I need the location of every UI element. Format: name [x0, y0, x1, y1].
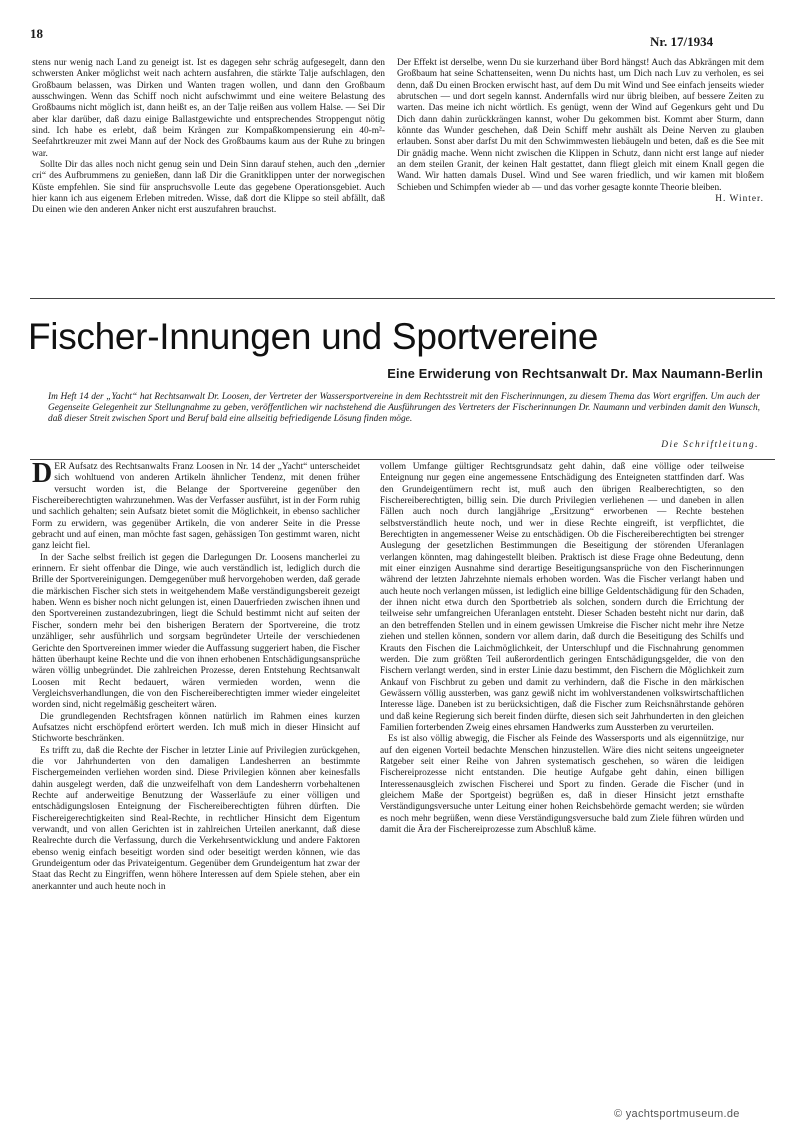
author-signature: H. Winter.: [715, 194, 764, 205]
editorial-signoff: Die Schriftleitung.: [661, 440, 759, 450]
drop-cap: D: [32, 462, 53, 489]
paragraph: Es trifft zu, daß die Rechte der Fischer in letzter Linie auf Privilegien zurückgehen, die vor Jahrhunderten von den damaligen Landesherren an bestimmte Fischergemeinden verliehen worden sind. Diese Privilegien können aber keinesfalls dahin ausgelegt werden, daß die unzweifelhaft von dem Landesherrn vorbehaltenen Rechte auf anderweitige Benutzung der Wasserläufe zu einer völligen und entschädigungslosen Enteignung der Fischereiberechtigten führen dürften. Die Fischereigerechtigkeiten sind Real-Rechte, in rechtlicher Hinsicht dem Eigentum verwandt, und von allen Gerichten ist in zahlreichen Urteilen anerkannt, daß diese Realrechte durch die Verfassung, durch die Verkehrsentwicklung und andere Faktoren ebenso wenig einfach beseitigt worden sind oder beseitigt werden können, wie das Grundeigentum oder das Privateigentum. Gegenüber dem Grundeigentum hat zwar der Staat das Recht zu Eingriffen, wenn höhere Interessen auf dem Spiele stehen, aber ein anerkannter und auch heute noch in: [32, 745, 360, 892]
paragraph: [32, 462, 360, 553]
issue-number: Nr. 17/1934: [650, 34, 714, 49]
divider: [30, 459, 775, 460]
article-right-column: [380, 462, 744, 1100]
paragraph: Die grundlegenden Rechtsfragen können natürlich im Rahmen eines kurzen Aufsatzes nicht erschöpfend erörtert werden. Ich muß mich in dieser Hinsicht auf Stichworte beschränken.: [32, 711, 360, 745]
article-subheadline: Eine Erwiderung von Rechtsanwalt Dr. Max Naumann-Berlin: [387, 366, 763, 381]
page-number: 18: [30, 26, 43, 41]
paragraph: stens nur wenig nach Land zu geneigt ist. Ist es dagegen sehr schräg aufgesegelt, dann den schwersten Anker möglichst weit nach achtern ausfahren, die stärkte Talje aufschlagen, den Großbaum belassen, was Dirken und Wanten tragen wollen, und dann den Großbaum ausschwingen. Wenn das Schiff noch nicht aufschwimmt und eine weitere Belastung des Großbaums nicht möglich ist, dann heißt es, an der Talje reißen aus vollem Halse. — Sei Dir aber klar darüber, daß dazu einige Ballastgewichte und entsprechendes Stroppengut nötig sind. Ich habe es erlebt, daß beim Krängen zur Kompaßkompensierung ein 40-m²-Seefahrtkreuzer mit zwei Mann auf der Nock des Großbaums kaum aus der Ruhe zu bringen war.: [32, 58, 385, 159]
paragraph: In der Sache selbst freilich ist gegen die Darlegungen Dr. Loosens mancherlei zu erinnern. Er sieht offenbar die Dinge, wie auch verständlich ist, lediglich durch die Brille der Sportvereinigungen. Demgegenüber muß hervorgehoben werden, daß gerade die märkischen Fischer sich stets in weitgehendem Maße verständigungsbereit gezeigt haben. Wenn es bisher noch nicht gelungen ist, einen Dauerfrieden zwischen ihnen und den Sportvereinen zustandezubringen, liegt die Schuld bestimmt nicht auf seiten der Fischer, sondern mehr bei den bisherigen Beratern der Sportvereine, die trotz unzähliger, sehr ausführlich und sorgsam begründeter Urteile der verschiedenen Gerichte den Sportvereinen immer wieder die Auffassung suggeriert haben, die Fischer hätten überhaupt keine Rechte und die von ihnen erhobenen Entschädigungsansprüche wären völlig unbegründet. Die zahlreichen Prozesse, deren Entstehung Rechtsanwalt Loosen mit Recht bedauert, wären vermieden worden, wenn die Vergleichsverhandlungen, die von den Fischereiberechtigten immer wieder eingeleitet worden sind, nicht regelmäßig gescheitert wären.: [32, 552, 360, 711]
article-headline: Fischer-Innungen und Sportvereine: [28, 316, 599, 357]
paragraph: Sollte Dir das alles noch nicht genug sein und Dein Sinn darauf stehen, auch den „dernier cri“ des Aufbrummens zu genießen, dann laß Dir die Granitklippen unter der norwegischen Küste empfehlen. Sie sind für anspruchsvolle Leute das gegebene Operationsgebiet. Auch hier kann ich aus eigenem Erleben mitreden. Wisse, daß dort die Klippe so steil abfällt, daß Du einen wie den anderen Anker nicht erst auszufahren brauchst.: [32, 160, 385, 216]
paragraph: Es ist also völlig abwegig, die Fischer als Feinde des Wassersports und als eigennützige, nur auf den eigenen Vorteil bedachte Menschen hinzustellen. Wäre dies nicht seitens ungeeigneter Ratgeber seit einer Reihe von Jahren systematisch geschehen, so wären die leidigen Fischereiprozesse nicht entstanden. Die heutige Aufgabe geht dahin, einen billigen Interessenausgleich zwischen Fischerei und Sport zu finden. Gerade die Fischer (und in gleichem Maße der Sportgeist) begrüßen es, daß in dieser Hinsicht jetzt ernsthafte Verständigungsversuche unter Leitung einer hohen Reichsbehörde gemacht werden; sie würden es noch mehr begrüßen, wenn diese Verständigungsversuche bald zum Ziele führen würden und damit die Ära der Fischereiprozesse zum Abschluß käme.: [380, 734, 744, 835]
paragraph: vollem Umfange gültiger Rechtsgrundsatz geht dahin, daß eine völlige oder teilweise Enteignung nur gegen eine angemessene Entschädigung des Enteigneten stattfinden darf. Was den Grundeigentümern recht ist, muß auch den übrigen Realberechtigten, so den Fischereiberechtigten, billig sein. Die durch Privilegien verliehenen — und daneben in allen Fällen auch noch durch langjährige „Ersitzung“ erworbenen — Rechte bestehen selbstverständlich heute noch, und wer in diese Rechte eingreift, ist verpflichtet, die Berechtigten in angemessener Weise zu entschädigen. Ob die Fischereiberechtigten bei strenger Auslegung der gesetzlichen Bestimmungen die Beseitigung der störenden Uferanlagen verlangen könnten, mag dahingestellt bleiben. Praktisch ist diese Frage ohne Bedeutung, denn mit einer einzigen Ausnahme sind derartige Beseitigungsansprüche von den Fischerinnungen während der letzten Jahrzehnte niemals erhoben worden. Was die Fischer verlangt haben und auch heute noch verlangen müssen, ist lediglich eine billige Geldentschädigung für den Schaden, der ihnen nicht etwa durch den Sportbetrieb als solchen, sondern durch die Errichtung der teilweise sehr umfangreichen Uferanlagen entsteht. Dieser Schaden besteht nicht nur darin, daß an den betreffenden Stellen und in einem gewissen Umkreise die Fischer nicht mehr ihre Netze ziehen und stellen können, sondern vor allem darin, daß durch die Beseitigung des Schilfs und Krauts den Fischen die Laichmöglichkeit, der Unterschlupf und die Fischnahrung genommen werden. Die zum größten Teil außerordentlich geringen Entschädigungsgelder, die von den Fischern verlangt werden, sind in erster Linie dazu bestimmt, den Fischern die Möglichkeit zum Ankauf von Fischbrut zu geben und damit zu verhindern, daß die Fische in den märkischen Gewässern völlig aussterben, was ganz gewiß nicht im wohlverstandenen volkswirtschaftlichen Interesse läge. Daneben ist zu berücksichtigen, daß die Fischer zum Reichsnährstande gehören und daß keine Regierung sich bereit finden dürfte, diesen sich seit Jahrhunderten in den gleichen Familien forterbenden Zweig eines ehrsamen Handwerks zum Aussterben zu verurteilen.: [380, 462, 744, 733]
top-right-column: [397, 58, 764, 294]
article-left-column: [32, 462, 360, 1100]
divider: [30, 298, 775, 299]
top-left-column: [32, 58, 385, 294]
paragraph-text: ER Aufsatz des Rechtsanwalts Franz Loosen in Nr. 14 der „Yacht“ unterscheidet sich wohltuend von anderen Artikeln ähnlicher Tendenz, mit denen früher versucht worden ist, die Belange der Sportvereine gegenüber den Fischereiberechtigten wahrzunehmen. Was der Verfasser ausführt, ist in der Form ruhig und sachlich gehalten; sein Aufsatz bietet somit die Möglichkeit, in ebenso sachlicher Form zu erwidern, was gegenüber Artikeln, die von anderer Seite in die Presse gebracht und auf einen, man möchte fast sagen, gehässigen Ton gestimmt waren, nicht ganz leicht fiel.: [32, 462, 360, 552]
editorial-intro: Im Heft 14 der „Yacht“ hat Rechtsanwalt Dr. Loosen, der Vertreter der Wassersportvereine in dem Rechtsstreit mit den Fischerinnungen, zu diesem Thema das Wort ergriffen. Um auch der Gegenseite Gelegenheit zur Stellungnahme zu geben, veröffentlichen wir nachstehend die Ausführungen des Vertreters der Fischerinnungen Dr. Naumann und verbinden damit den Wunsch, daß dieser Streit zwischen Sport und Beruf bald eine allseitig befriedigende Lösung finden möge.: [48, 392, 760, 425]
paragraph: Der Effekt ist derselbe, wenn Du sie kurzerhand über Bord hängst! Auch das Abkrängen mit dem Großbaum hat seine Schattenseiten, wenn Du nichts hast, um Dich nach Luv zu verholen, es sei denn, daß Du einen Brocken erwischt hast, auf dem Du mit Wind und See einfach jenseits wieder abrutschen — und dort segeln kannst. Andernfalls wird nur übrig bleiben, auf bessere Zeiten zu warten. Das meine ich nicht wörtlich. Es genügt, wenn der Wind auf Gegenkurs geht und Du Dich dann dahin zurückkrängen kannst, woher Du gekommen bist. Kommt aber Sturm, dann könnte das Wunder geschehen, daß Dein Schiff mehr aushält als Deine Nerven zu glauben erlauben. Sonst aber darfst Du mit den Schwimmwesten liebäugeln und beten, daß es die See mit Dir gnädig mache. Wenn nicht zwischen die Klippen in Schutz, dann nicht erst lange auf nieder an dem steilen Granit, der keinen Halt gestattet, dann fliegt gleich mit einem Knall gegen die Wand. Wir hatten damals Dusel. Wind und See waren friedlich, und wir kamen mit bloßem Schieben und Schimpfen wieder ab — und das vorher gesagte konnte Theorie bleiben.: [397, 58, 764, 193]
watermark: © yachtsportmuseum.de: [614, 1108, 740, 1120]
